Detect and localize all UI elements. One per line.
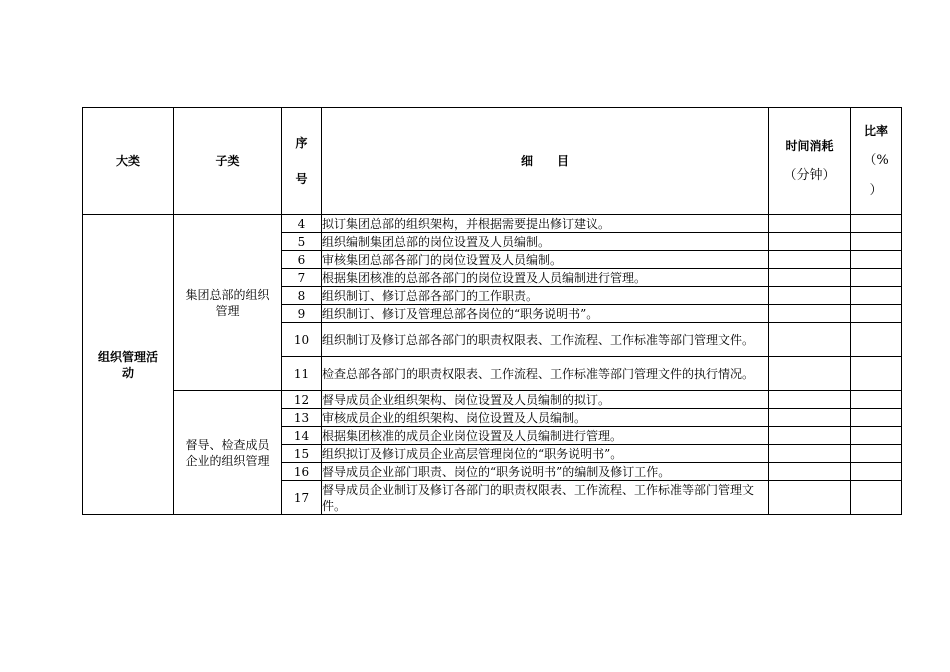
header-time-line2: （分钟）: [783, 168, 836, 183]
row-number: 9: [282, 305, 322, 323]
header-subcategory: 子类: [174, 108, 282, 215]
header-ratio-line2: （%: [863, 153, 889, 168]
header-detail-part1: 细: [520, 154, 533, 168]
row-detail: 督导成员企业组织架构、岗位设置及人员编制的拟订。: [322, 391, 769, 409]
header-time: [769, 108, 851, 215]
row-time-cell: [769, 427, 851, 445]
header-seq-line1: 序: [295, 136, 308, 150]
header-detail: [322, 108, 769, 215]
subcategory-cell: [174, 391, 282, 515]
row-time-cell: [769, 391, 851, 409]
row-time-cell: [769, 323, 851, 357]
subcategory-line2: 企业的组织管理: [185, 453, 270, 468]
row-time-cell: [769, 445, 851, 463]
row-time-cell: [769, 251, 851, 269]
header-row: [83, 108, 902, 215]
row-time-cell: [769, 357, 851, 391]
row-detail: 组织拟订及修订成员企业高层管理岗位的“职务说明书”。: [322, 445, 769, 463]
category-cell: [83, 215, 174, 515]
row-time-cell: [769, 269, 851, 287]
row-ratio-cell: [851, 463, 902, 481]
table-row: [83, 391, 902, 409]
row-detail: 组织制订及修订总部各部门的职责权限表、工作流程、工作标准等部门管理文件。: [322, 323, 769, 357]
row-detail: 审核成员企业的组织架构、岗位设置及人员编制。: [322, 409, 769, 427]
row-ratio-cell: [851, 233, 902, 251]
row-number: 4: [282, 215, 322, 233]
row-ratio-cell: [851, 323, 902, 357]
row-detail: 组织编制集团总部的岗位设置及人员编制。: [322, 233, 769, 251]
row-detail: 组织制订、修订及管理总部各岗位的“职务说明书”。: [322, 305, 769, 323]
header-time-line1: 时间消耗: [785, 139, 834, 153]
row-ratio-cell: [851, 391, 902, 409]
row-ratio-cell: [851, 287, 902, 305]
row-number: 14: [282, 427, 322, 445]
row-number: 11: [282, 357, 322, 391]
row-number: 17: [282, 481, 322, 515]
row-ratio-cell: [851, 409, 902, 427]
header-seq-line2: 号: [295, 172, 308, 186]
row-ratio-cell: [851, 251, 902, 269]
row-number: 13: [282, 409, 322, 427]
row-ratio-cell: [851, 269, 902, 287]
row-ratio-cell: [851, 481, 902, 515]
subcategory-line2: 管理: [215, 303, 240, 318]
category-line2: 动: [121, 365, 134, 380]
row-time-cell: [769, 463, 851, 481]
subcategory-line1: 集团总部的组织: [185, 287, 270, 302]
row-time-cell: [769, 215, 851, 233]
row-time-cell: [769, 287, 851, 305]
row-detail: 组织制订、修订总部各部门的工作职责。: [322, 287, 769, 305]
subcategory-cell: [174, 215, 282, 391]
duty-time-table: [82, 107, 902, 515]
row-ratio-cell: [851, 445, 902, 463]
header-ratio-line1: 比率: [863, 124, 888, 138]
row-detail: 督导成员企业制订及修订各部门的职责权限表、工作流程、工作标准等部门管理文件。: [322, 481, 769, 515]
category-line1: 组织管理活: [97, 349, 158, 364]
row-number: 15: [282, 445, 322, 463]
table-row: [83, 215, 902, 233]
header-ratio: [851, 108, 902, 215]
row-detail: 审核集团总部各部门的岗位设置及人员编制。: [322, 251, 769, 269]
row-number: 6: [282, 251, 322, 269]
row-number: 7: [282, 269, 322, 287]
row-detail: 根据集团核准的总部各部门的岗位设置及人员编制进行管理。: [322, 269, 769, 287]
header-category: 大类: [83, 108, 174, 215]
row-ratio-cell: [851, 305, 902, 323]
header-seq: [282, 108, 322, 215]
row-number: 10: [282, 323, 322, 357]
row-ratio-cell: [851, 215, 902, 233]
row-detail: 拟订集团总部的组织架构，并根据需要提出修订建议。: [322, 215, 769, 233]
header-detail-part2: 目: [557, 154, 570, 168]
row-ratio-cell: [851, 357, 902, 391]
row-time-cell: [769, 233, 851, 251]
row-number: 8: [282, 287, 322, 305]
subcategory-line1: 督导、检查成员: [185, 437, 270, 452]
header-ratio-line3: ）: [869, 183, 883, 198]
row-detail: 检查总部各部门的职责权限表、工作流程、工作标准等部门管理文件的执行情况。: [322, 357, 769, 391]
row-detail: 督导成员企业部门职责、岗位的“职务说明书”的编制及修订工作。: [322, 463, 769, 481]
row-time-cell: [769, 305, 851, 323]
row-number: 5: [282, 233, 322, 251]
row-number: 16: [282, 463, 322, 481]
row-time-cell: [769, 409, 851, 427]
row-number: 12: [282, 391, 322, 409]
row-detail: 根据集团核准的成员企业岗位设置及人员编制进行管理。: [322, 427, 769, 445]
row-time-cell: [769, 481, 851, 515]
row-ratio-cell: [851, 427, 902, 445]
